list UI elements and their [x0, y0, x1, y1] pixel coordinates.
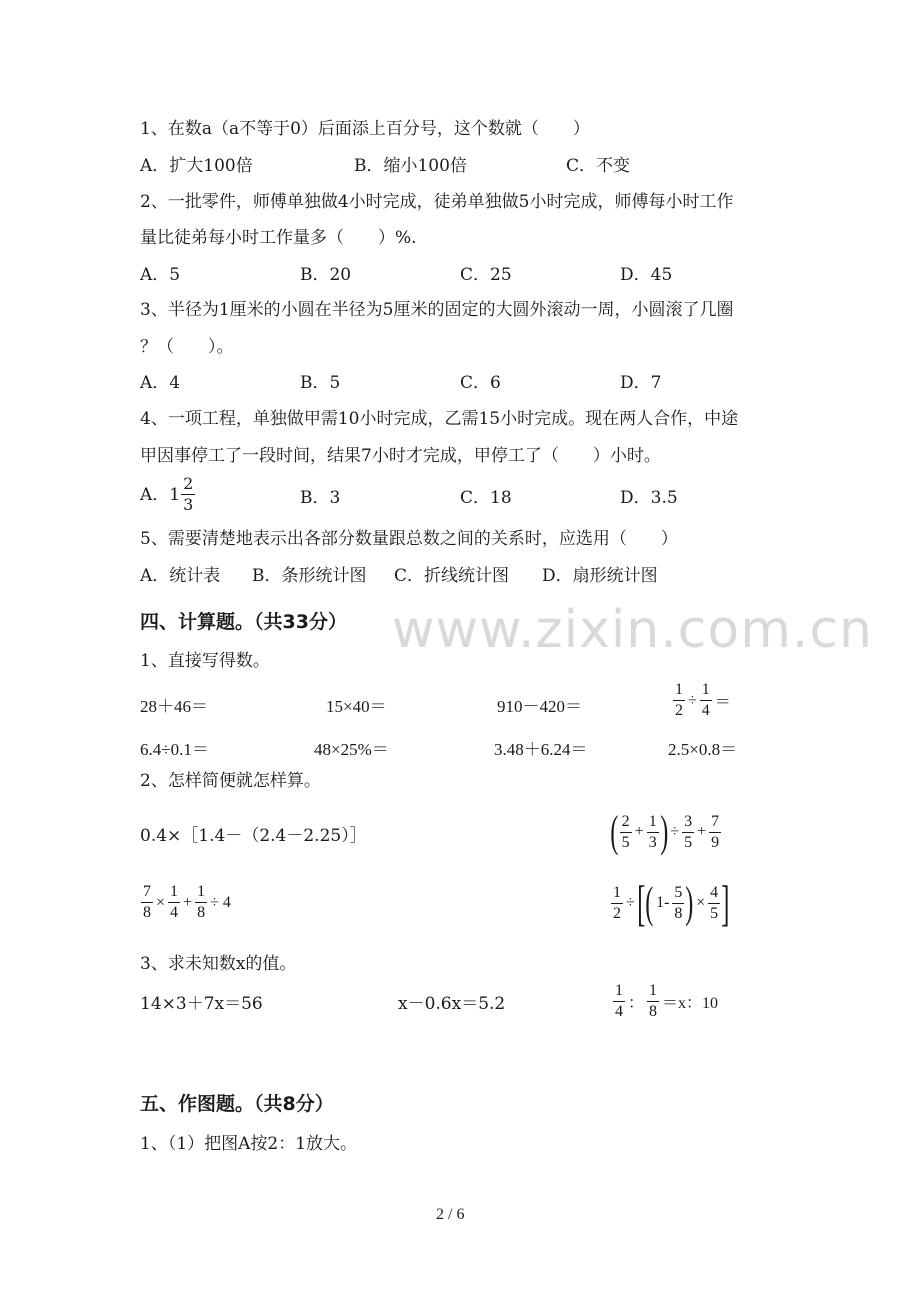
calc-2-expr-2 [610, 807, 722, 856]
numerator: 1 [195, 884, 207, 903]
calc-2-expr-3 [140, 884, 233, 921]
equals-sign: ＝ [714, 694, 731, 711]
question-2-option-a: A．5 [140, 265, 181, 285]
plus-sign: + [634, 823, 644, 840]
fraction [620, 814, 632, 851]
fraction [709, 814, 721, 851]
page-number: 2 / 6 [436, 1206, 465, 1223]
calc-3-expr-1: 14×3＋7x＝56 [140, 994, 263, 1014]
calc-1-expr-5: 6.4÷0.1＝ [140, 740, 209, 759]
divide-sign: ÷ [688, 691, 697, 709]
question-4-option-b: B．3 [300, 488, 341, 508]
denominator: 4 [701, 702, 710, 719]
calc-3-expr-2: x－0.6x＝5.2 [398, 994, 506, 1014]
divide-sign: ÷ [626, 894, 635, 911]
question-3-line-1: 3、半径为1厘米的小圆在半径为5厘米的固定的大圆外滚动一周，小圆滚了几圈 [140, 300, 734, 320]
numerator: 4 [708, 885, 720, 904]
plus-sign: + [183, 893, 193, 911]
denominator: 8 [674, 904, 683, 922]
question-2-option-b: B．20 [300, 265, 352, 285]
question-2-line-2: 量比徒弟每小时工作量多（ ）%. [140, 228, 417, 248]
fraction [613, 983, 625, 1020]
numerator: 3 [682, 814, 694, 833]
calc-1-expr-6: 48×25%＝ [314, 740, 389, 759]
calc-2-title: 2、怎样简便就怎样算。 [140, 771, 321, 791]
denominator: 2 [613, 904, 621, 922]
calc-2-expr-4 [610, 875, 730, 931]
numerator: 1 [168, 884, 180, 903]
fraction-numerator: 2 [183, 474, 194, 493]
numerator: 1 [647, 814, 659, 833]
option-a-prefix: A．1 [140, 484, 181, 505]
fraction [647, 814, 659, 851]
numerator: 1 [613, 983, 625, 1002]
numerator: 2 [620, 814, 632, 833]
fraction [682, 814, 694, 851]
question-5-stem: 5、需要清楚地表示出各部分数量跟总数之间的关系时，应选用（ ） [140, 529, 678, 549]
numerator: 1 [673, 682, 685, 701]
question-1-option-a: A．扩大100倍 [140, 156, 253, 176]
divide-sign: ÷ [670, 823, 680, 840]
fraction [672, 885, 684, 922]
numerator: 1 [647, 983, 659, 1002]
question-4-line-2: 甲因事停工了一段时间，结果7小时才完成，甲停工了（ ）小时。 [140, 446, 661, 466]
right-paren: ) [685, 878, 694, 927]
question-4-option-d: D．3.5 [620, 488, 678, 508]
watermark: www.zixin.com.cn [392, 600, 873, 660]
question-5-option-d: D．扇形统计图 [542, 566, 658, 586]
question-2-line-1: 2、一批零件，师傅单独做4小时完成，徒弟单独做5小时完成，师傅每小时工作 [140, 192, 734, 212]
fraction-denominator: 3 [183, 495, 194, 514]
fraction [168, 884, 180, 921]
fraction [141, 884, 153, 921]
question-4-option-a [140, 476, 196, 513]
denominator: 8 [197, 904, 206, 921]
calc-1-title: 1、直接写得数。 [140, 651, 270, 671]
numerator: 1 [611, 885, 623, 904]
number: 1- [656, 894, 670, 911]
calc-1-expr-4 [672, 682, 733, 719]
denominator: 4 [615, 1003, 623, 1020]
right-bracket: ] [721, 875, 730, 931]
number: 4 [222, 893, 231, 911]
fraction [673, 682, 685, 719]
calc-1-expr-3: 910－420＝ [497, 697, 582, 716]
question-3-option-b: B．5 [300, 373, 341, 393]
numerator: 1 [700, 682, 712, 701]
left-paren: ( [610, 807, 619, 856]
calc-1-expr-2: 15×40＝ [326, 697, 387, 716]
calc-1-expr-7: 3.48＋6.24＝ [494, 740, 588, 759]
option-a-fraction [181, 476, 195, 513]
divide-sign: ÷ [210, 893, 219, 911]
right-paren: ) [659, 807, 669, 856]
question-5-option-c: C．折线统计图 [394, 566, 510, 586]
numerator: 7 [709, 814, 721, 833]
numerator: 5 [672, 885, 684, 904]
left-paren: ( [645, 878, 654, 927]
calc-3-title: 3、求未知数x的值。 [140, 954, 297, 974]
calc-2-expr-1: 0.4×［1.4－（2.4－2.25）］ [140, 826, 367, 846]
section-4-title: 四、计算题。（共33分） [140, 611, 347, 633]
fraction [195, 884, 207, 921]
question-4-option-c: C．18 [460, 488, 512, 508]
denominator: 9 [711, 833, 720, 851]
question-2-option-c: C．25 [460, 265, 512, 285]
question-1-option-b: B．缩小100倍 [354, 156, 467, 176]
question-5-option-b: B．条形统计图 [252, 566, 367, 586]
question-5-option-a: A．统计表 [140, 566, 221, 586]
denominator: 4 [170, 904, 179, 921]
denominator: 5 [710, 904, 719, 922]
denominator: 5 [684, 833, 693, 851]
fraction [611, 885, 623, 922]
fraction [708, 885, 720, 922]
denominator: 3 [648, 833, 657, 851]
numerator: 7 [141, 884, 153, 903]
calc-3-expr-3 [612, 983, 720, 1020]
question-3-option-a: A．4 [140, 373, 181, 393]
question-1-option-c: C．不变 [566, 156, 631, 176]
denominator: 2 [675, 702, 683, 719]
ratio-colon: ： [628, 995, 645, 1012]
calc-1-expr-1: 28＋46＝ [140, 697, 208, 716]
question-3-line-2: ？（ ）。 [140, 337, 234, 357]
denominator: 8 [649, 1003, 658, 1020]
question-3-option-c: C．6 [460, 373, 501, 393]
times-sign: × [696, 894, 706, 911]
question-2-option-d: D．45 [620, 265, 673, 285]
calc-1-expr-8: 2.5×0.8＝ [668, 740, 738, 759]
question-3-option-d: D．7 [620, 373, 662, 393]
drawing-question-1: 1、（1）把图A按2：1放大。 [140, 1134, 358, 1154]
plus-sign: + [697, 823, 707, 840]
times-sign: × [156, 893, 166, 911]
question-1-stem: 1、在数a（a不等于0）后面添上百分号，这个数就（ ） [140, 119, 590, 139]
denominator: 8 [143, 904, 151, 921]
fraction [700, 682, 712, 719]
left-bracket: [ [636, 875, 646, 931]
section-5-title: 五、作图题。（共8分） [140, 1093, 334, 1115]
equation-tail: ＝x：10 [662, 995, 719, 1012]
question-4-line-1: 4、一项工程，单独做甲需10小时完成，乙需15小时完成。现在两人合作，中途 [140, 409, 739, 429]
denominator: 5 [621, 833, 630, 851]
fraction [647, 983, 659, 1020]
